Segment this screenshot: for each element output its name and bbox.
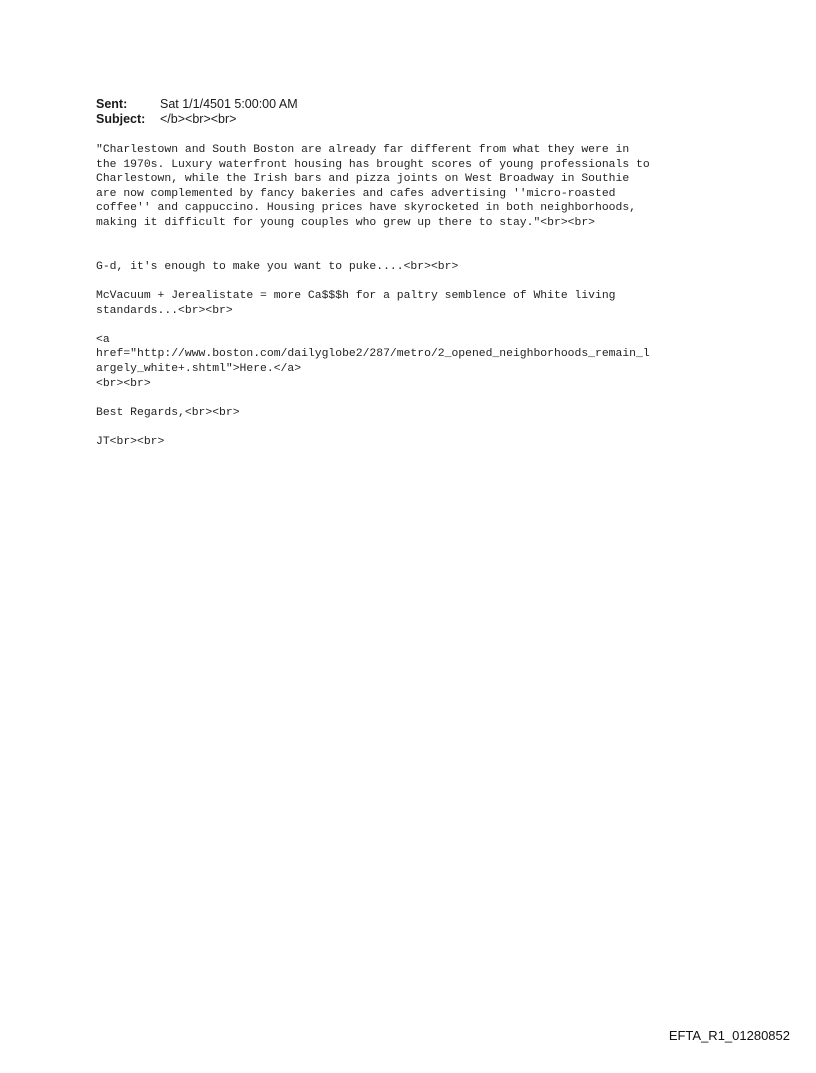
spacer: [96, 231, 756, 260]
quote-line: "Charlestown and South Boston are already far different from what they were in: [96, 144, 630, 156]
spacer: [96, 420, 756, 435]
paragraph-line: McVacuum + Jerealistate = more Ca$$$h for a paltry semblence of White living: [96, 289, 616, 302]
spacer: [96, 274, 756, 289]
quote-line: making it difficult for young couples who grew up there to stay."<br><br>: [96, 216, 595, 229]
sent-value: Sat 1/1/4501 5:00:00 AM: [160, 97, 298, 111]
email-header: [96, 97, 298, 127]
email-body: [96, 143, 756, 449]
link-line: href="http://www.boston.com/dailyglobe2/287/metro/2_opened_neighborhoods_remain_l: [96, 348, 650, 361]
comment-line: G-d, it's enough to make you want to puke....<br><br>: [96, 260, 459, 273]
link-line: argely_white+.shtml">Here.</a>: [96, 362, 302, 375]
link-paragraph: [96, 333, 756, 391]
spacer: [96, 391, 756, 406]
link-line: <a: [96, 333, 110, 346]
regards-line: Best Regards,<br><br>: [96, 406, 240, 419]
quote-line: the 1970s. Luxury waterfront housing has brought scores of young professionals to: [96, 158, 650, 171]
sent-row: [96, 97, 298, 112]
mcvacuum-paragraph: [96, 289, 756, 318]
sent-label: Sent:: [96, 97, 128, 111]
link-line: <br><br>: [96, 377, 151, 390]
subject-label: Subject:: [96, 112, 146, 126]
quote-line: coffee'' and cappuccino. Housing prices have skyrocketed in both neighborhoods,: [96, 202, 637, 215]
paragraph-line: standards...<br><br>: [96, 304, 233, 317]
subject-value: </b><br><br>: [160, 112, 237, 126]
quote-line: Charlestown, while the Irish bars and pizza joints on West Broadway in Southie: [96, 173, 630, 186]
document-id: EFTA_R1_01280852: [668, 1028, 790, 1043]
subject-row: [96, 112, 298, 127]
quote-line: are now complemented by fancy bakeries and cafes advertising ''micro-roasted: [96, 187, 616, 200]
quote-paragraph: [96, 143, 756, 231]
spacer: [96, 318, 756, 333]
signature-line: JT<br><br>: [96, 435, 165, 448]
